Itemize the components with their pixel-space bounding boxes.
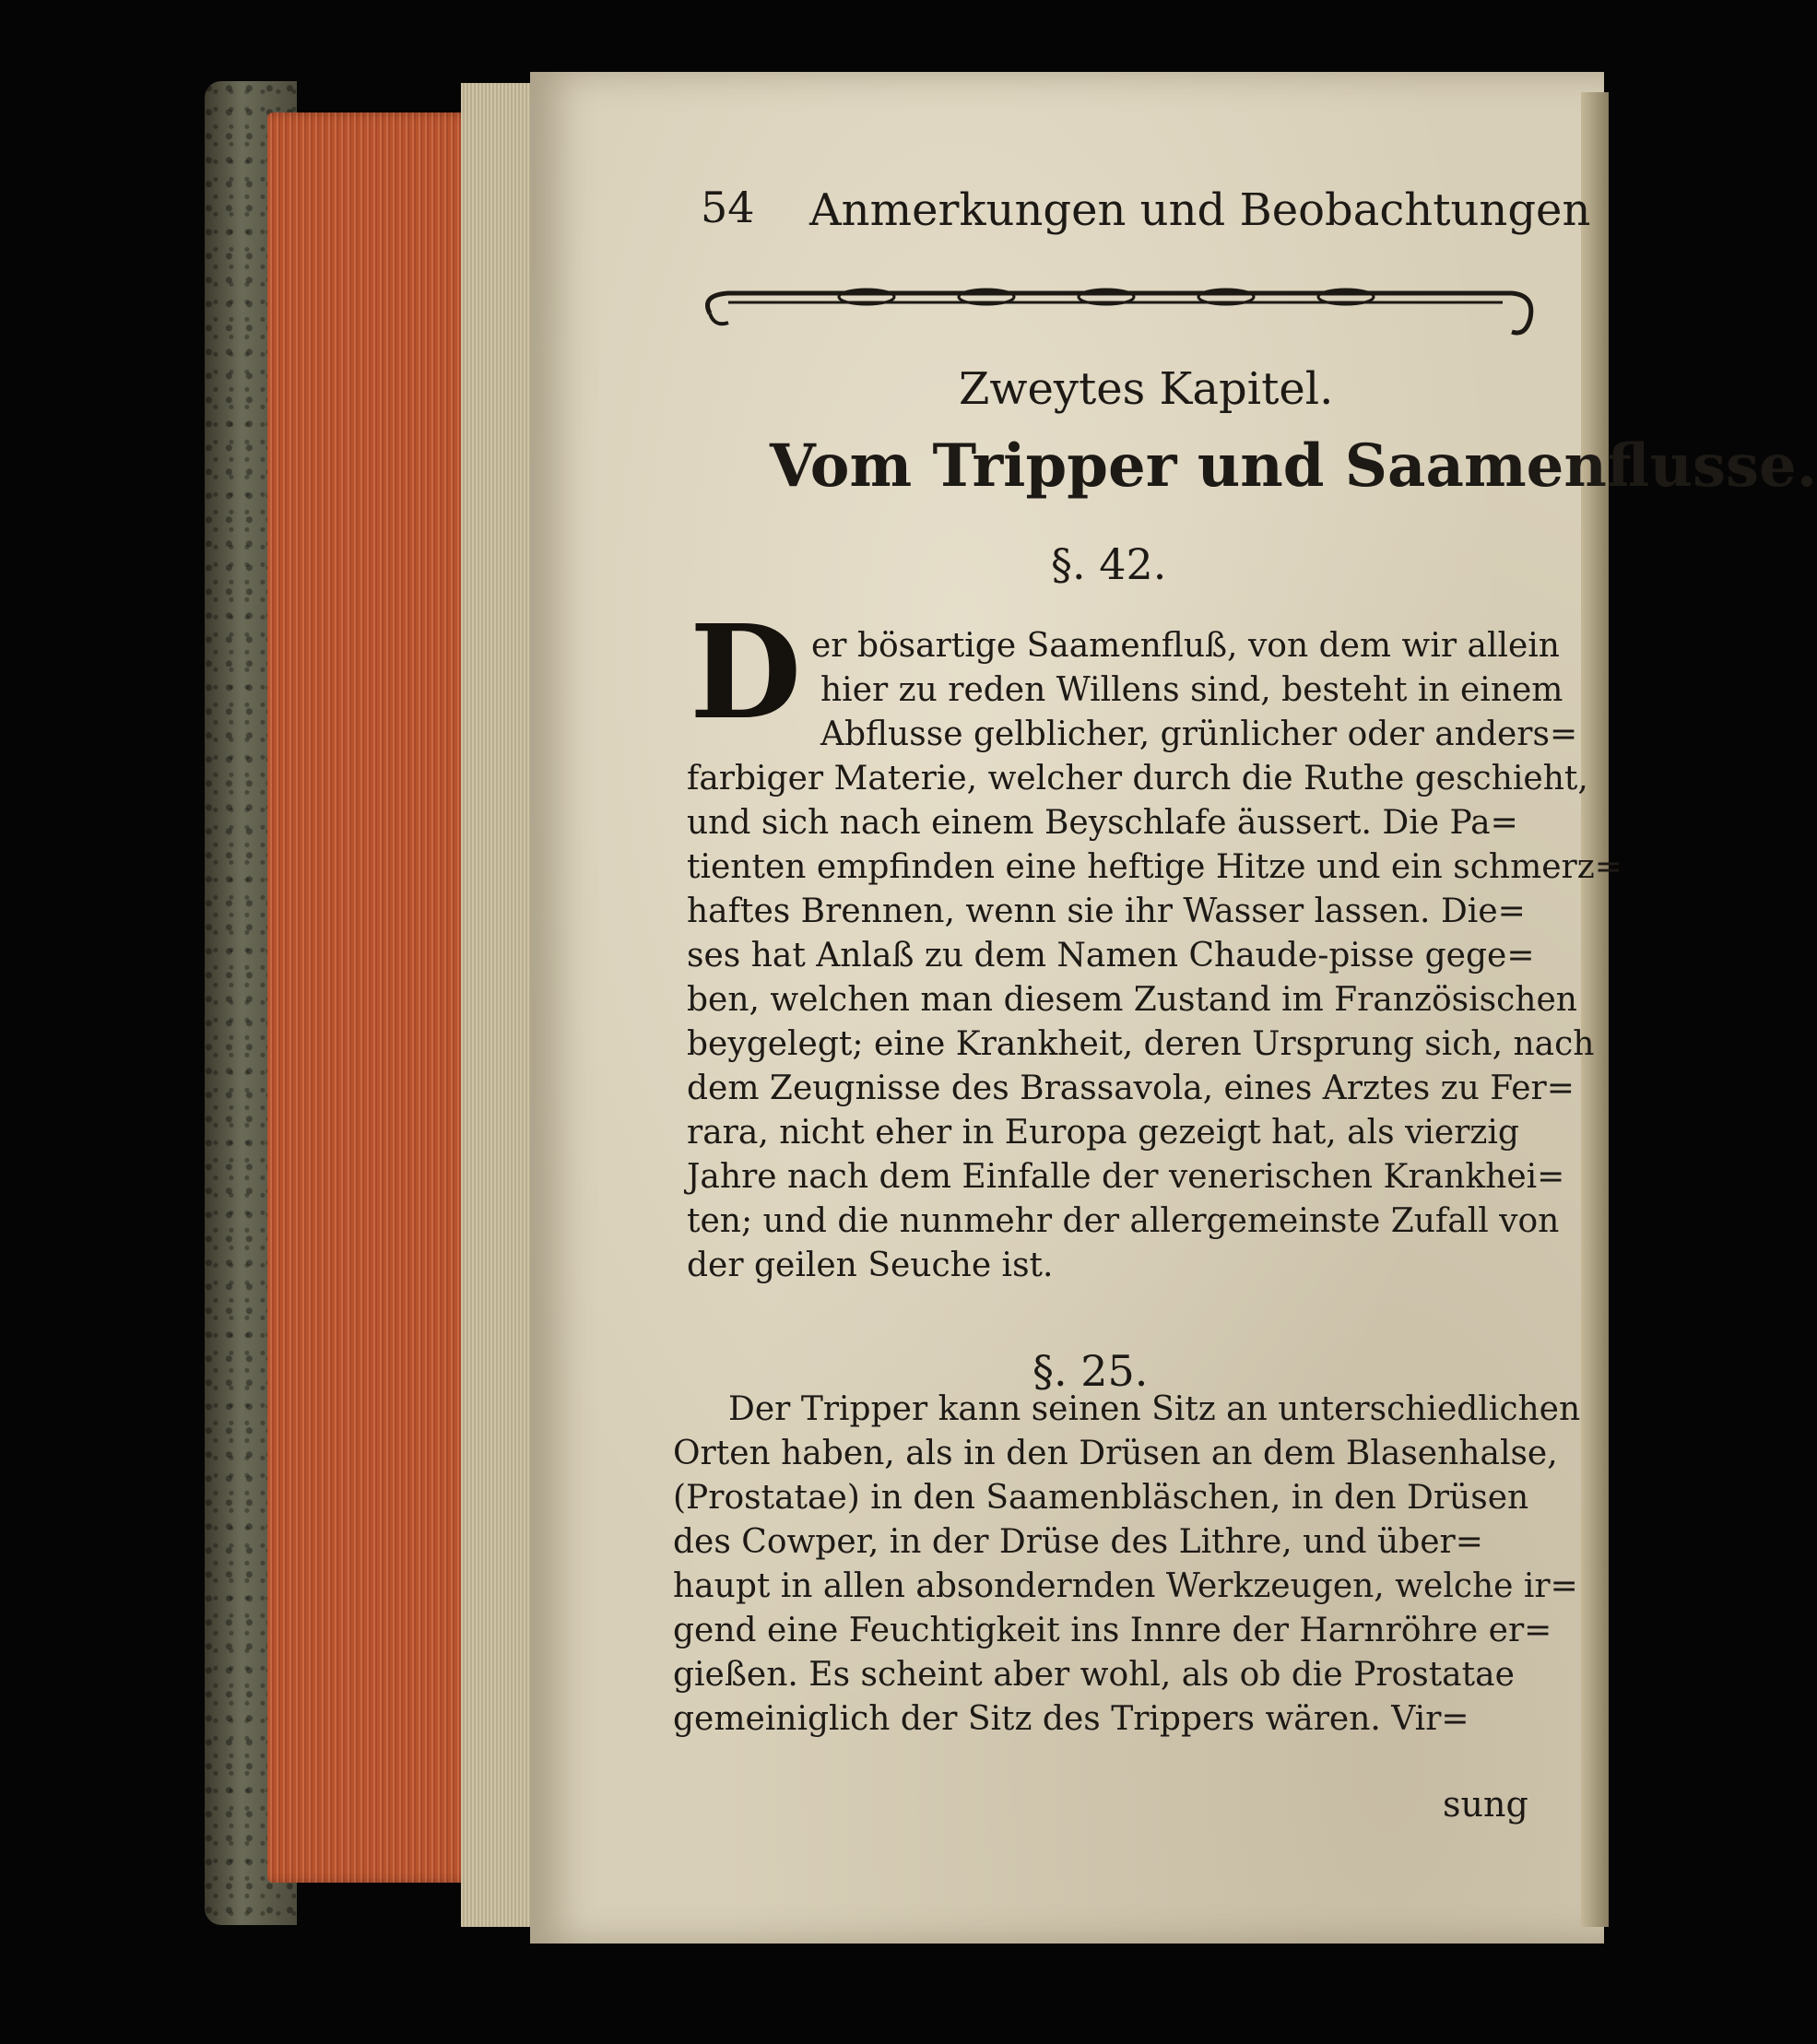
- text-line: gend eine Feuchtigkeit ins Innre der Harnröhre er=: [673, 1612, 1552, 1649]
- text-line: ben, welchen man diesem Zustand im Französischen: [687, 981, 1577, 1019]
- text-line: rara, nicht eher in Europa gezeigt hat, als vierzig: [687, 1114, 1519, 1152]
- chapter-heading: Zweytes Kapitel.: [959, 363, 1334, 415]
- text-line: gemeiniglich der Sitz des Trippers wären. Vir=: [673, 1700, 1469, 1738]
- text-line: und sich nach einem Beyschlafe äussert. Die Pa=: [687, 804, 1518, 842]
- text-line: er bösartige Saamenfluß, von dem wir allein: [811, 627, 1560, 665]
- text-line: tienten empfinden eine heftige Hitze und ein schmerz=: [687, 848, 1622, 886]
- text-line: der geilen Seuche ist.: [687, 1246, 1054, 1284]
- text-line: hier zu reden Willens sind, besteht in einem: [820, 671, 1563, 709]
- text-line: ten; und die nunmehr der allergemeinste Zufall von: [687, 1202, 1560, 1240]
- section-mark: §. 25.: [1032, 1346, 1149, 1396]
- text-line: ses hat Anlaß zu dem Namen Chaude-pisse gege=: [687, 937, 1535, 975]
- section-mark: §. 42.: [1051, 539, 1167, 589]
- page-edges: [267, 112, 479, 1883]
- text-line: farbiger Materie, welcher durch die Ruthe geschieht,: [687, 760, 1588, 798]
- text-line: des Cowper, in der Drüse des Lithre, und über=: [673, 1523, 1483, 1561]
- text-line: Jahre nach dem Einfalle der venerischen Krankhei=: [687, 1158, 1565, 1196]
- text-line: dem Zeugnisse des Brassavola, eines Arztes zu Fer=: [687, 1069, 1575, 1107]
- text-line: gießen. Es scheint aber wohl, als ob die Prostatae: [673, 1656, 1515, 1694]
- drop-capital: D: [690, 597, 802, 749]
- page-number: 54: [701, 183, 755, 232]
- text-line: Der Tripper kann seinen Sitz an unterschiedlichen: [728, 1390, 1581, 1428]
- running-head: Anmerkungen und Beobachtungen: [809, 184, 1591, 236]
- text-line: Abflusse gelblicher, grünlicher oder anders=: [820, 715, 1578, 753]
- ornamental-rule: [701, 277, 1540, 350]
- text-line: (Prostatae) in den Saamenbläschen, in den Drüsen: [673, 1479, 1529, 1517]
- chapter-title: Vom Tripper und Saamenflusse.: [770, 431, 1817, 501]
- text-line: Orten haben, als in den Drüsen an dem Blasenhalse,: [673, 1435, 1558, 1472]
- text-line: haupt in allen absondernden Werkzeugen, welche ir=: [673, 1567, 1578, 1605]
- book-gutter: [1581, 92, 1609, 1927]
- catchword: sung: [1443, 1784, 1528, 1825]
- text-line: beygelegt; eine Krankheit, deren Ursprung sich, nach: [687, 1025, 1595, 1063]
- text-line: haftes Brennen, wenn sie ihr Wasser lassen. Die=: [687, 892, 1526, 930]
